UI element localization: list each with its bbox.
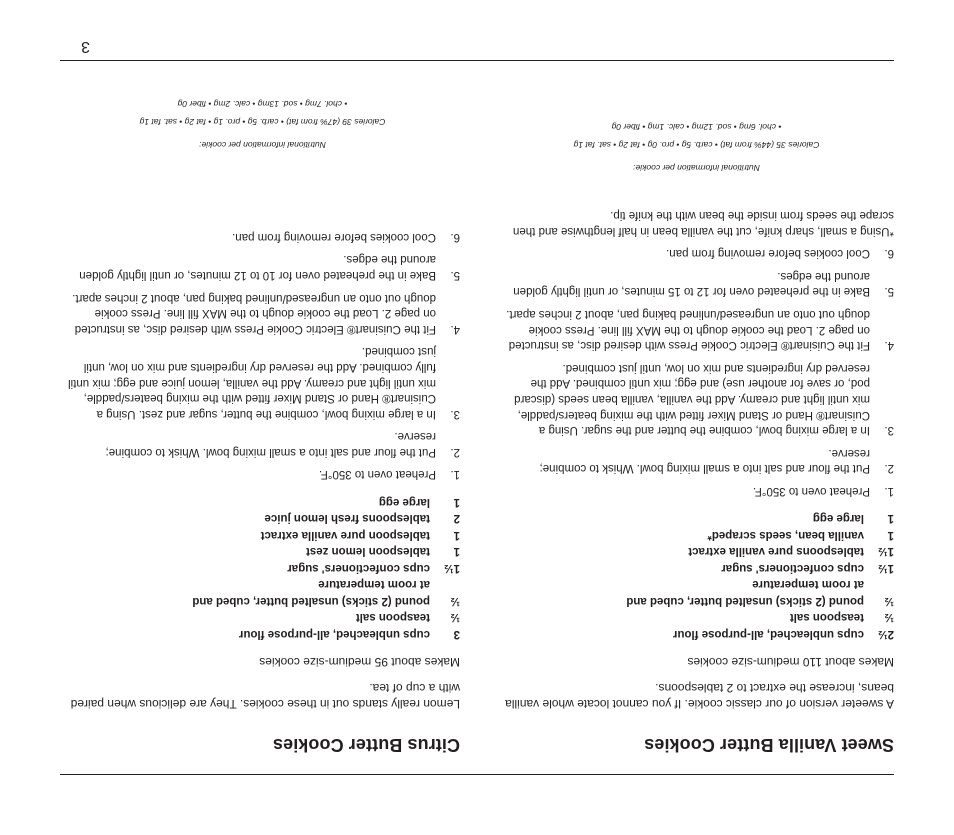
- ingredient-text: cups unbleached, all-purpose flour: [238, 628, 430, 640]
- ingredient: [65, 560, 460, 577]
- ingredient: [65, 543, 460, 560]
- page-number: 3: [81, 38, 90, 55]
- ingredient-qty: 1: [453, 496, 460, 508]
- ingredient-text: cups confectioners' sugar: [721, 562, 864, 574]
- ingredient: [499, 576, 894, 593]
- step: [499, 444, 894, 475]
- nutrition-info-citrus: [65, 91, 460, 150]
- step-number: 4.: [884, 339, 894, 352]
- ingredient-text: large egg: [378, 496, 430, 508]
- ingredient: [499, 510, 894, 527]
- nutrition-info-vanilla: [499, 114, 894, 173]
- ingredient-qty: 2½: [878, 628, 894, 640]
- ingredient-text: cups unbleached, all-purpose flour: [672, 628, 864, 640]
- step: [65, 289, 460, 336]
- bottom-rule: [60, 60, 894, 61]
- step-list: [65, 228, 460, 481]
- step-number: 2.: [450, 445, 460, 458]
- recipe-yield: Makes about 95 medium-size cookies: [259, 655, 460, 669]
- ingredient: [499, 626, 894, 643]
- ingredient: [65, 510, 460, 527]
- ingredient-qty: 1: [887, 512, 894, 525]
- ingredient-text: teaspoon salt: [789, 611, 864, 624]
- step-text: Put the flour and salt into a small mixing bowl. Whisk to combine; reserve.: [539, 446, 870, 475]
- ingredient: [499, 560, 894, 577]
- ingredient: [65, 593, 460, 610]
- nutrition-line: Calories 39 (47% from fat) • carb. 5g • pro. 1g • fat 2g • sat. fat 1g: [139, 117, 386, 127]
- ingredient: [65, 626, 460, 643]
- recipe-title: Citrus Butter Cookies: [272, 735, 460, 755]
- nutrition-line: Calories 35 (44% from fat) • carb. 5g • pro. 0g • fat 2g • sat. fat 1g: [573, 140, 820, 150]
- step-text: Fit the Cuisinart® Electric Cookie Press with desired disc, as instructed on page 2. Load the cookie dough to the MAX fill line. Press cookie dough out onto an ungreased/unlined baking pan, about 2 inches apart.: [506, 308, 870, 352]
- ingredient-text: cups confectioners' sugar: [287, 562, 430, 574]
- ingredient: [499, 527, 894, 544]
- step-number: 6.: [884, 247, 894, 260]
- step-number: 4.: [450, 322, 460, 335]
- ingredient-qty: 3: [453, 628, 460, 640]
- top-rule: [60, 774, 894, 775]
- recipe-sweet-vanilla: [499, 207, 894, 756]
- step-text: Preheat oven to 350°F.: [752, 485, 870, 497]
- ingredient-text: pound (2 sticks) unsalted butter, cubed and: [192, 595, 430, 607]
- ingredient-text: tablespoon pure vanilla extract: [260, 529, 430, 541]
- ingredient-qty: 1½: [444, 562, 460, 574]
- recipe-title: Sweet Vanilla Butter Cookies: [644, 735, 894, 755]
- ingredient-list: [65, 494, 460, 643]
- ingredient-qty: [430, 576, 460, 593]
- step-text: Cool cookies before removing from pan.: [666, 247, 870, 260]
- ingredient-text: tablespoon lemon zest: [306, 545, 430, 558]
- ingredient: [65, 527, 460, 544]
- step: [499, 305, 894, 352]
- ingredient: [499, 609, 894, 626]
- ingredient-list: [499, 510, 894, 642]
- recipe-intro: A sweeter version of our classic cookie. If you cannot locate whole vanilla beans, increase the extract to 2 tablespoons.: [505, 681, 894, 711]
- nutrition-line: • chol. 6mg • sod. 12mg • calc. 1mg • fiber 0g: [611, 122, 782, 132]
- step-number: 5.: [450, 268, 460, 281]
- footnote: *Using a small, sharp knife, cut the vanilla bean in half lengthwise and then scrape the seeds from inside the bean with the knife tip.: [512, 209, 894, 237]
- ingredient-qty: ½: [884, 595, 894, 607]
- step-number: 5.: [884, 285, 894, 298]
- nutrition-line: • chol. 7mg • sod. 13mg • calc. 2mg • fiber 0g: [177, 99, 348, 109]
- ingredient: [499, 593, 894, 610]
- step: [65, 228, 460, 244]
- ingredient: [499, 543, 894, 560]
- ingredient-qty: 1: [453, 529, 460, 541]
- ingredient-text: at room temperature: [752, 578, 864, 591]
- ingredient: [65, 494, 460, 511]
- ingredient-text: tablespoons pure vanilla extract: [688, 545, 864, 558]
- step-text: Cool cookies before removing from pan.: [232, 230, 436, 243]
- step: [499, 245, 894, 261]
- step: [65, 343, 460, 421]
- recipe-yield: Makes about 110 medium-size cookies: [687, 655, 894, 669]
- step-text: Put the flour and salt into a small mixing bowl. Whisk to combine; reserve.: [105, 430, 436, 458]
- step-number: 1.: [450, 468, 460, 481]
- step-list: [499, 245, 894, 498]
- ingredient-text: tablespoons fresh lemon juice: [264, 512, 430, 525]
- ingredient-qty: [864, 576, 894, 593]
- step: [65, 251, 460, 282]
- ingredient-text: at room temperature: [318, 578, 430, 591]
- ingredient-qty: 1: [453, 545, 460, 558]
- ingredient-qty: 1: [887, 529, 894, 541]
- ingredient-qty: ½: [450, 611, 460, 624]
- step: [65, 428, 460, 459]
- step: [499, 359, 894, 437]
- step-text: Bake in the preheated oven for 10 to 12 minutes, or until lightly golden around the edges.: [79, 253, 436, 281]
- nutrition-heading: Nutritional information per cookie:: [633, 163, 760, 173]
- ingredient-text: pound (2 sticks) unsalted butter, cubed and: [626, 595, 864, 607]
- step-number: 3.: [884, 424, 894, 437]
- ingredient-qty: ½: [884, 611, 894, 624]
- ingredient: [65, 576, 460, 593]
- step: [499, 482, 894, 498]
- ingredient-qty: 2: [453, 512, 460, 525]
- step: [65, 466, 460, 482]
- ingredient-text: teaspoon salt: [355, 611, 430, 624]
- ingredient-qty: 1½: [878, 545, 894, 558]
- ingredient-text: vanilla bean, seeds scraped*: [707, 529, 864, 541]
- step-number: 2.: [884, 462, 894, 475]
- recipe-citrus: [65, 221, 460, 755]
- ingredient-qty: ½: [450, 595, 460, 607]
- recipe-intro: Lemon really stands out in these cookies. They are delicious when paired with a cup of tea.: [70, 681, 460, 711]
- step-text: Preheat oven to 350°F.: [318, 468, 436, 481]
- ingredient-text: large egg: [812, 512, 864, 525]
- step-text: Bake in the preheated oven for 12 to 15 minutes, or until lightly golden around the edges.: [513, 269, 870, 298]
- step-text: Fit the Cuisinart® Electric Cookie Press with desired disc, as instructed on page 2. Load the cookie dough to the MAX fill line. Press cookie dough out onto an ungreased/unlined baking pan, about 2 inches apart.: [72, 291, 436, 335]
- step-number: 1.: [884, 485, 894, 497]
- step: [499, 267, 894, 298]
- step-number: 3.: [450, 407, 460, 420]
- nutrition-heading: Nutritional information per cookie:: [199, 140, 326, 150]
- ingredient-qty: 1½: [878, 562, 894, 574]
- step-text: In a large mixing bowl, combine the butter, sugar and zest. Using a Cuisinart® Hand or Stand Mixer fitted with the mixing beaters/paddle, mix until light and creamy. Add the vanilla, lemon juice and egg; mix until fully combined. Add the reserved dry ingredients and mix on low, until just combined.: [68, 345, 436, 420]
- ingredient: [65, 609, 460, 626]
- step-number: 6.: [450, 230, 460, 243]
- step-text: In a large mixing bowl, combine the butter and the sugar. Using a Cuisinart® Hand or Stand Mixer fitted with the mixing beaters/paddle, mix until light and creamy. Add the vanilla, vanilla bean seeds (discard pod, or save for another use) and egg; mix until combined. Add the reserved dry ingredients and mix on low, until just combined.: [514, 361, 870, 437]
